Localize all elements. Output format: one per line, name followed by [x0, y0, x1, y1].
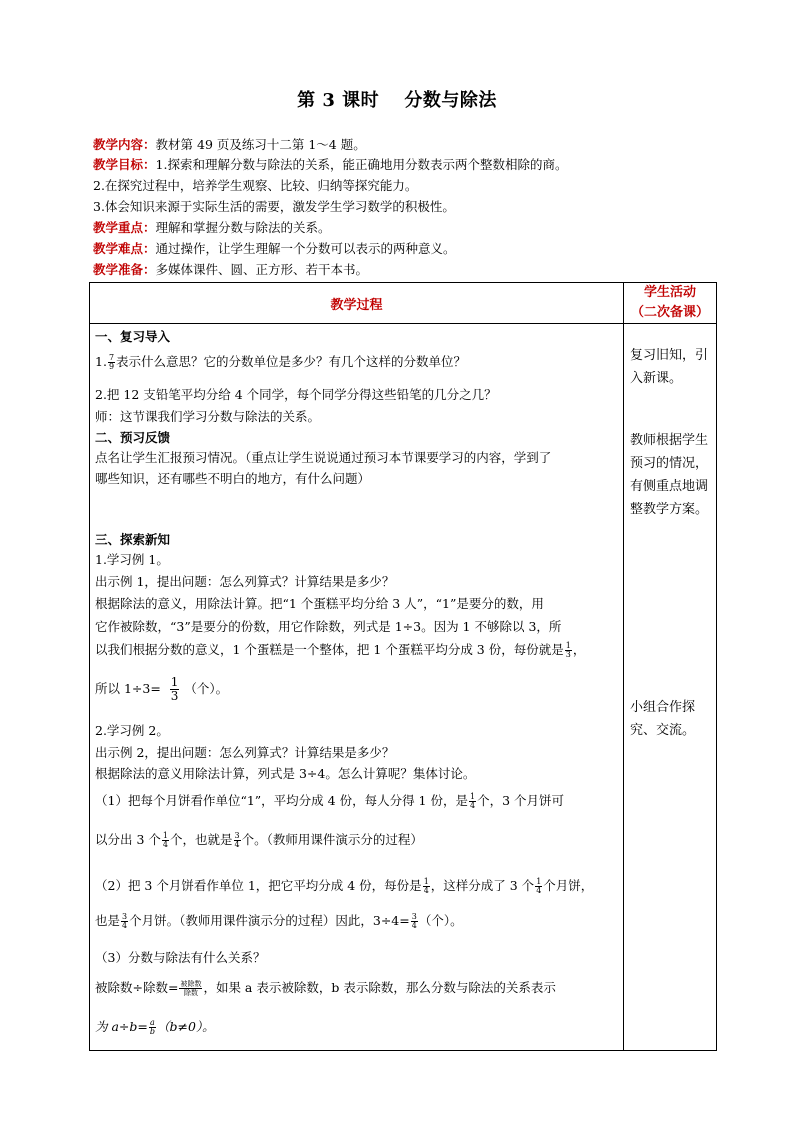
activity-header: 学生活动 （二次备课）	[624, 283, 717, 324]
example-1-text-1: 根据除法的意义，用除法计算。把“1 个蛋糕平均分给 3 人”，“1”是要分的数，用	[95, 596, 544, 611]
preview-text-2: 哪些知识，还有哪些不明白的地方，有什么问题）	[95, 471, 371, 486]
example-2-text: 根据除法的意义用除法计算，列式是 3÷4。怎么计算呢？集体讨论。	[95, 766, 476, 781]
info-key: 教学重点：理解和掌握分数与除法的关系。	[93, 220, 331, 235]
activity-group: 小组合作探究、交流。	[630, 700, 696, 738]
example-1-question: 出示例 1，提出问题：怎么列算式？计算结果是多少？	[95, 574, 395, 589]
section-explore: 三、探索新知	[95, 532, 171, 547]
info-difficulty: 教学难点：通过操作，让学生理解一个分数可以表示的两种意义。	[93, 241, 456, 256]
method-1-line-1: （1）把每个月饼看作单位“1”，平均分成 4 份，每人分得 1 份，是 $\frac{1}{4}$ 个，3 个月饼可	[95, 792, 565, 810]
process-header: 教学过程	[90, 283, 624, 324]
example-1-title: 1.学习例 1。	[95, 552, 169, 567]
relation-line-1: 被除数÷除数= $\frac{\text{被除数}}{\text{除数}}$ ，如果 a 表示被除数，b 表示除数，那么分数与除法的关系表示	[95, 980, 556, 997]
method-2-line-2: 也是 $\frac{3}{4}$ 个月饼。（教师用课件演示分的过程）因此，3÷4= $\frac{3}{4}$ （个）。	[95, 912, 463, 930]
info-goal-2: 2.在探究过程中，培养学生观察、比较、归纳等探究能力。	[93, 178, 418, 193]
preview-text-1: 点名让学生汇报预习情况。（重点让学生说说通过预习本节课要学习的内容，学到了	[95, 450, 552, 465]
example-1-result: 所以 1÷3= $\frac{1}{3}$ （个）。	[95, 675, 229, 703]
method-2-line-1: （2）把 3 个月饼看作单位 1，把它平均分成 4 份，每份是 $\frac{1}{4}$ ，这样分成了 3 个 $\frac{1}{4}$ 个月饼，	[95, 877, 594, 895]
activity-review: 复习旧知，引入新课。	[630, 348, 709, 386]
activity-column	[624, 324, 717, 1051]
info-goal: 教学目标：1.探索和理解分数与除法的关系，能正确地用分数表示两个整数相除的商。	[93, 157, 568, 172]
example-1-text-2: 它作被除数，“3”是要分的份数，用它作除数，列式是 1÷3。因为 1 不够除以 3，所	[95, 619, 562, 634]
info-content: 教学内容：教材第 49 页及练习十二第 1～4 题。	[93, 137, 366, 152]
example-2-question: 出示例 2，提出问题：怎么列算式？计算结果是多少？	[95, 745, 395, 760]
relation-line-2: 为 a÷b= $\frac{a}{b}$ （b≠0）。	[95, 1018, 215, 1036]
info-goal-3: 3.体会知识来源于实际生活的需要，激发学生学习数学的积极性。	[93, 199, 455, 214]
question-2: 2.把 12 支铅笔平均分给 4 个同学，每个同学分得这些铅笔的几分之几？	[95, 387, 497, 402]
example-1-text-3: 以我们根据分数的意义，1 个蛋糕是一个整体，把 1 个蛋糕平均分成 3 份，每份就是 $\frac{1}{3}$ ，	[95, 641, 586, 659]
teacher-line: 师：这节课我们学习分数与除法的关系。	[95, 409, 321, 424]
question-1: 1. $\frac{7}{9}$ 表示什么意思？它的分数单位是多少？有几个这样的分数单位？	[95, 353, 467, 371]
section-review: 一、复习导入	[95, 329, 171, 344]
process-content	[90, 324, 624, 1051]
lesson-table	[89, 282, 717, 1051]
method-1-line-2: 以分出 3 个 $\frac{1}{4}$ 个，也就是 $\frac{3}{4}$ 个。（教师用课件演示分的过程）	[95, 831, 423, 849]
method-3-question: （3）分数与除法有什么关系？	[95, 950, 266, 965]
example-2-title: 2.学习例 2。	[95, 723, 169, 738]
page-title: 第 3 课时 分数与除法	[297, 90, 497, 111]
activity-preview: 教师根据学生预习的情况，有侧重点地调整教学方案。	[630, 433, 709, 517]
info-prep: 教学准备：多媒体课件、圆、正方形、若干本书。	[93, 262, 369, 277]
section-preview: 二、预习反馈	[95, 430, 171, 445]
